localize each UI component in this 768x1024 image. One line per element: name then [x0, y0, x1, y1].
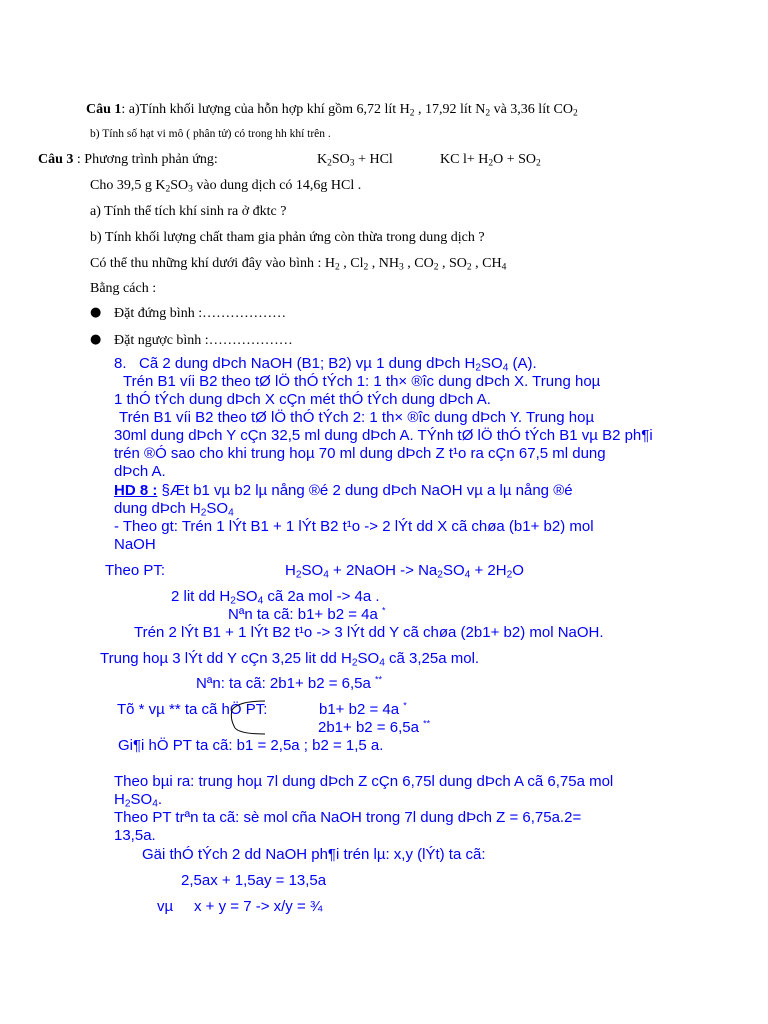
bullet-icon: ● [90, 332, 102, 347]
hd8-line-1: HD 8 : §Æt b1 vµ b2 lµ nång ®é 2 dung dÞch NaOH vµ a lµ nång ®é [114, 482, 573, 499]
bullet-icon: ● [90, 305, 102, 320]
hd8-line-9: Trung hoµ 3 lÝt dd Y cÇn 3,25 lit dd $H_2SO_4$ cã 3,25a mol. [100, 650, 480, 669]
cau3-title: Câu 3 : Phương trình phản ứng: [38, 152, 218, 167]
hd8-line-14: Theo bµi ra: trung hoµ 7l dung dÞch Z cÇn 6,75l dung dÞch A cã 6,75a mol [114, 773, 614, 790]
cau3-eq-right: KC $l+ H_2O + SO_2$ [440, 152, 541, 169]
q8-line-5: 30ml dung dÞch Y cÇn 32,5 ml dung dÞch A. TÝnh tØ lÖ thÓ tÝch B1 vµ B2 ph¶i [114, 427, 653, 444]
q8-line-6: trén ®Ó sao cho khi trung hoµ 70 ml dung dÞch Z t¹o ra cÇn 67,5 ml dung [114, 445, 606, 462]
hd8-line-20: vµ x + y = 7 -> x/y = ¾ [157, 898, 323, 915]
hd8-line-11a: Tõ * vµ ** ta cã hÖ PT: [117, 701, 268, 718]
cau1-label: Câu 1 [86, 102, 122, 117]
hd8-line-17: 13,5a. [114, 827, 156, 844]
cau1-line-a: Câu 1: a)Tính khối lượng của hỗn hợp khí gồm 6,72 lít $H_2$ , 17,92 lít $N_2$ và 3,36 lít $CO_2$ [86, 102, 578, 119]
q8-line-4: Trén B1 víi B2 theo tØ lÖ thÓ tÝch 2: 1 th× ®îc dung dÞch Y. Trung hoµ [119, 409, 595, 426]
cau3-eq-left: $K_2SO_3$ + HCl [317, 152, 393, 169]
hd8-pt-equation: $H_2SO_4$ + 2NaOH -> $Na_2SO_4 + 2H_2O$ [285, 562, 524, 581]
cau3-gases: Có thể thu những khí dưới đây vào bình : $H_2$ , $Cl_2$ , $NH_3$ , $CO_2$ , $SO_2$ , $CH_4$ [90, 256, 507, 273]
hd8-line-19: 2,5ax + 1,5ay = 13,5a [181, 872, 327, 889]
q8-line-2: Trén B1 víi B2 theo tØ lÖ thÓ tÝch 1: 1 th× ®îc dung dÞch X. Trung hoµ [123, 373, 601, 390]
cau1-line-b: b) Tính số hạt vi mô ( phân tử) có trong hh khí trên . [90, 128, 331, 140]
cau3-label: Câu 3 [38, 152, 74, 167]
hd8-line-18: Gäi thÓ tÝch 2 dd NaOH ph¶i trén lµ: x,y (lÝt) ta cã: [142, 846, 486, 863]
q8-line-3: 1 thÓ tÝch dung dÞch X cÇn mét thÓ tÝch dung dÞch A. [114, 391, 491, 408]
hd8-line-11b: b1+ b2 = 4a * [319, 700, 407, 718]
hd8-label: HD 8 : [114, 482, 158, 499]
hd8-pt-label: Theo PT: [105, 562, 166, 579]
system-brace-icon [190, 698, 270, 738]
cau3-question-a: a) Tính thể tích khí sinh ra ở đktc ? [90, 204, 287, 219]
hd8-line-7: Nªn ta cã: b1+ b2 = 4a * [228, 605, 386, 623]
hd8-line-10: Nªn: ta cã: 2b1+ b2 = 6,5a ** [196, 674, 383, 692]
hd8-line-3: - Theo gt: Trén 1 lÝt B1 + 1 lÝt B2 t¹o -> 2 lÝt dd X cã chøa (b1+ b2) mol [114, 518, 594, 535]
hd8-line-2: dung dÞch $H_2SO_4$ [114, 500, 234, 519]
cau3-method: Bằng cách : [90, 281, 157, 296]
q8-line-7: dÞch A. [114, 463, 166, 480]
hd8-line-12: 2b1+ b2 = 6,5a ** [318, 718, 431, 736]
cau3-given: Cho 39,5 g $K_2SO_3$ vào dung dịch có 14,6g HCl . [90, 178, 362, 195]
hd8-line-8: Trén 2 lÝt B1 + 1 lÝt B2 t¹o -> 3 lÝt dd Y cã chøa (2b1+ b2) mol NaOH. [134, 624, 604, 641]
hd8-line-13: Gi¶i hÖ PT ta cã: b1 = 2,5a ; b2 = 1,5 a. [118, 737, 384, 754]
hd8-line-16: Theo PT trªn ta cã: sè mol cña NaOH trong 7l dung dÞch Z = 6,75a.2= [114, 809, 582, 826]
cau3-option-2: Đặt ngược bình :……………… [114, 333, 293, 348]
hd8-line-4: NaOH [114, 536, 156, 553]
hd8-line-6: 2 lit dd $H_2SO_4$ cã 2a mol -> 4a . [171, 588, 380, 607]
q8-line-1: 8. Cã 2 dung dÞch NaOH (B1; B2) vµ 1 dung dÞch $H_2SO_4$ (A). [114, 355, 537, 374]
cau3-option-1: Đặt đứng bình :……………… [114, 306, 287, 321]
hd8-line-15: $H_2SO_4$. [114, 791, 163, 810]
cau3-question-b: b) Tính khối lượng chất tham gia phản ứng còn thừa trong dung dịch ? [90, 230, 485, 245]
